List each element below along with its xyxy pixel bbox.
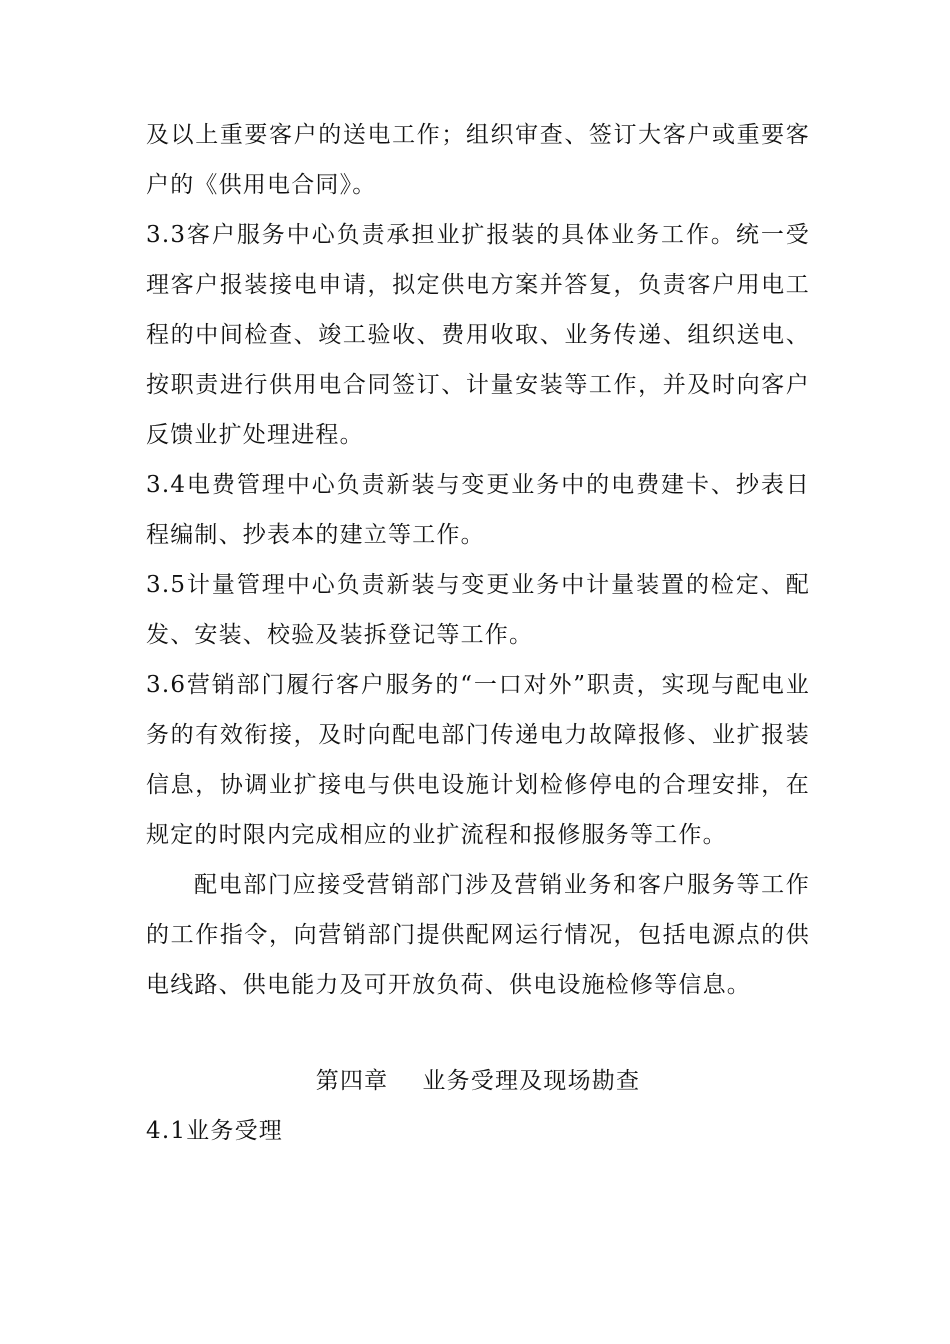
paragraph-3-4: 3.4电费管理中心负责新装与变更业务中的电费建卡、抄表日程编制、抄表本的建立等工作。 (146, 472, 810, 548)
paragraph-continuation: 及以上重要客户的送电工作；组织审查、签订大客户或重要客户的《供用电合同》。 (146, 122, 810, 198)
document-body (146, 110, 810, 1010)
chapter-title: 第四章 业务受理及现场勘查 (315, 1068, 641, 1094)
paragraph-3-6: 3.6营销部门履行客户服务的“一口对外”职责，实现与配电业务的有效衔接，及时向配电部门传递电力故障报修、业扩报装信息，协调业扩接电与供电设施计划检修停电的合理安排，在规定的时限内完成相应的业扩流程和报修服务等工作。 (146, 672, 810, 848)
section-title: 4.1业务受理 (146, 1118, 283, 1144)
paragraph-distribution: 配电部门应接受营销部门涉及营销业务和客户服务等工作的工作指令，向营销部门提供配网运行情况，包括电源点的供电线路、供电能力及可开放负荷、供电设施检修等信息。 (146, 872, 810, 998)
paragraph-3-5: 3.5计量管理中心负责新装与变更业务中计量装置的检定、配发、安装、校验及装拆登记等工作。 (146, 572, 810, 648)
paragraph-3-3: 3.3客户服务中心负责承担业扩报装的具体业务工作。统一受理客户报装接电申请，拟定供电方案并答复，负责客户用电工程的中间检查、竣工验收、费用收取、业务传递、组织送电、按职责进行供用电合同签订、计量安装等工作，并及时向客户反馈业扩处理进程。 (146, 222, 810, 448)
